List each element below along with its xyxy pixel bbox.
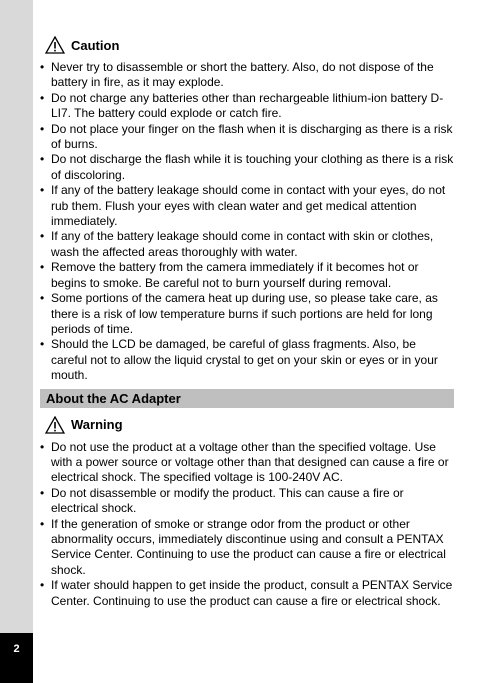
list-item: • Never try to disassemble or short the battery. Also, do not dispose of the battery in fire, as it may explode.: [40, 60, 454, 91]
warning-list: [40, 440, 454, 609]
caution-heading: [45, 34, 454, 56]
list-item: • Should the LCD be damaged, be careful of glass fragments. Also, be careful not to allow the liquid crystal to get on your skin or eyes or in your mouth.: [40, 337, 454, 383]
caution-list: [40, 60, 454, 384]
warning-triangle-icon: [45, 416, 65, 434]
list-item: • Some portions of the camera heat up during use, so please take care, as there is a risk of low temperature burns if such portions are held for long periods of time.: [40, 291, 454, 337]
left-margin-bar: [0, 0, 33, 683]
list-item: • If water should happen to get inside the product, consult a PENTAX Service Center. Continuing to use the product can cause a fire or electrical shock.: [40, 578, 454, 609]
warning-heading: [45, 414, 454, 436]
list-item: • If any of the battery leakage should come in contact with your eyes, do not rub them. Flush your eyes with clean water and get medical attention immediately.: [40, 183, 454, 229]
ac-adapter-section-header: About the AC Adapter: [40, 389, 454, 408]
page-number-tab: [0, 633, 33, 683]
list-item: • Do not use the product at a voltage other than the specified voltage. Use with a power source or voltage other than that designed can cause a fire or electrical shock. The specified voltage is 100-240V AC.: [40, 440, 454, 486]
warning-triangle-icon: [45, 36, 65, 54]
warning-title: Warning: [71, 417, 123, 433]
list-item: • Do not charge any batteries other than rechargeable lithium-ion battery D-LI7. The battery could explode or catch fire.: [40, 91, 454, 122]
list-item: • Do not place your finger on the flash when it is discharging as there is a risk of burns.: [40, 122, 454, 153]
caution-title: Caution: [71, 37, 120, 53]
list-item: • Remove the battery from the camera immediately if it becomes hot or begins to smoke. Be careful not to burn yourself during removal.: [40, 260, 454, 291]
list-item: • If any of the battery leakage should come in contact with skin or clothes, wash the affected areas thoroughly with water.: [40, 229, 454, 260]
list-item: • If the generation of smoke or strange odor from the product or other abnormality occurs, immediately discontinue using and consult a PENTAX Service Center. Continuing to use the product can cause a fire or electrical shock.: [40, 517, 454, 579]
list-item: • Do not discharge the flash while it is touching your clothing as there is a risk of discoloring.: [40, 152, 454, 183]
page-content: [40, 34, 454, 609]
page-number: 2: [13, 643, 20, 655]
list-item: • Do not disassemble or modify the product. This can cause a fire or electrical shock.: [40, 486, 454, 517]
